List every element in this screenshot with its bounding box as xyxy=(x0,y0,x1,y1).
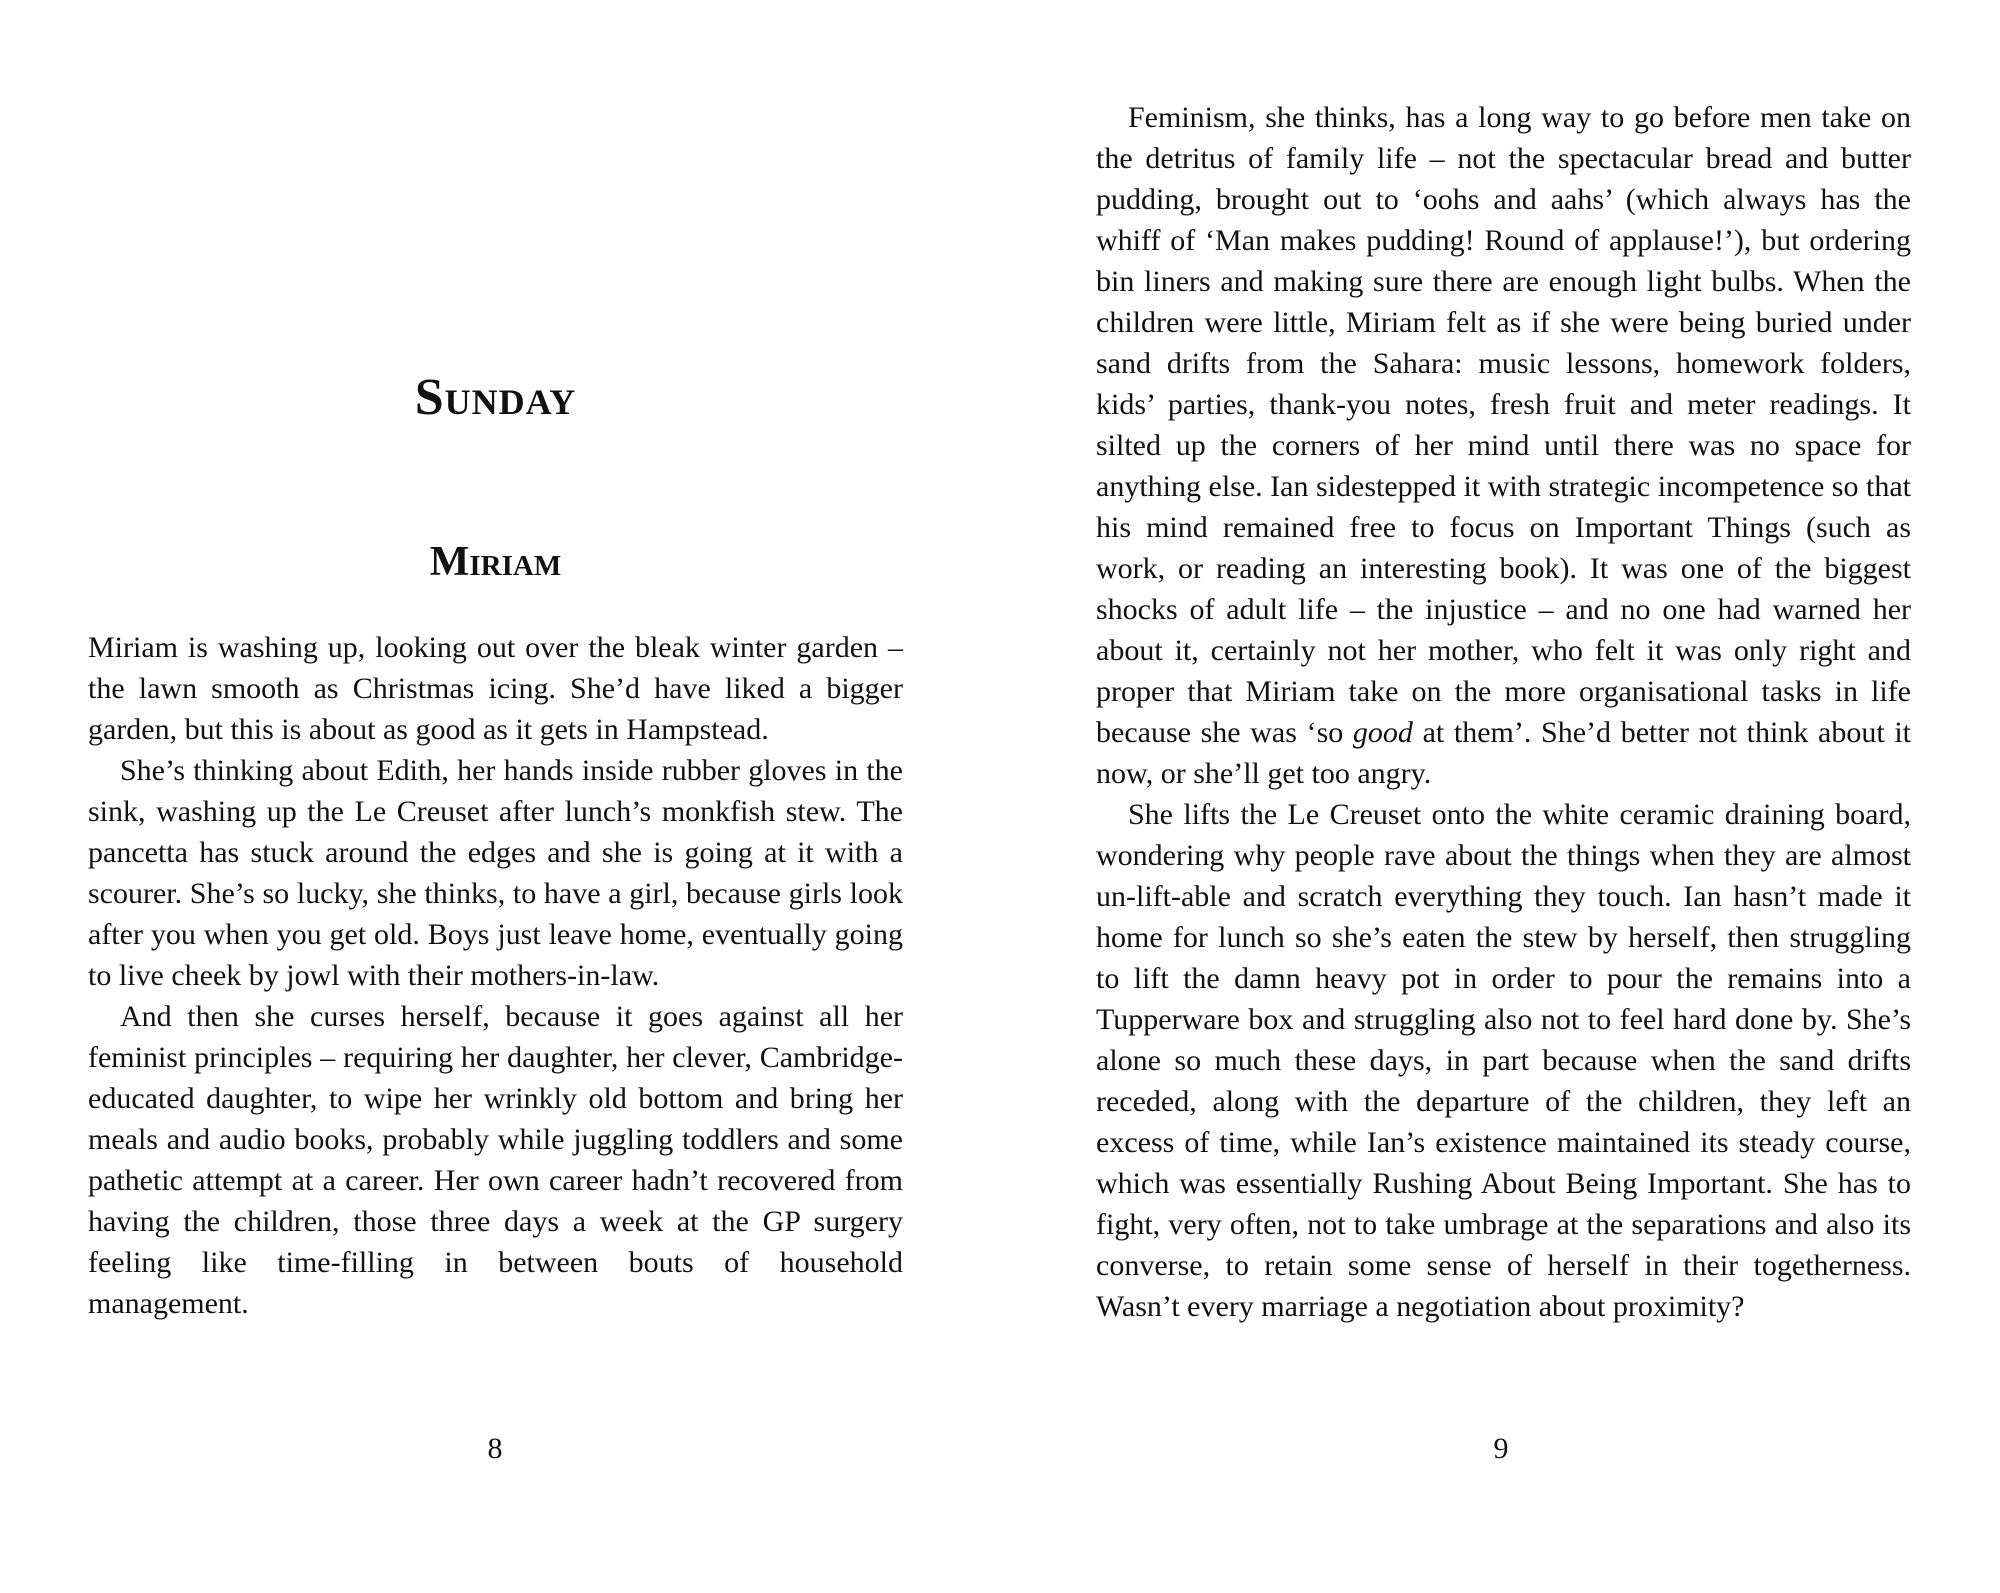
body-paragraph xyxy=(1096,97,1911,794)
body-paragraph: Miriam is washing up, looking out over the bleak winter garden – the lawn smooth as Christmas icing. She’d have liked a bigger garden, but this is about as good as it gets in Hampstead. xyxy=(88,631,903,746)
section-title: Miriam xyxy=(429,539,562,585)
body-paragraph: She lifts the Le Creuset onto the white ceramic draining board, wondering why people rave about the things when they are almost un-lift-able and scratch everything they touch. Ian hasn’t made it home for lunch so she’s eaten the stew by herself, then struggling to lift the damn heavy pot in order to pour the remains into a Tupperware box and struggling also not to feel hard done by. She’s alone so much these days, in part because when the sand drifts receded, along with the departure of the children, they left an excess of time, while Ian’s existence maintained its steady course, which was essentially Rushing About Being Important. She has to fight, very often, not to take umbrage at the separations and also its converse, to retain some sense of herself in their togetherness. Wasn’t every marriage a negotiation about proximity? xyxy=(1096,798,1911,1323)
chapter-title: Sunday xyxy=(414,369,577,426)
right-page-body xyxy=(1096,97,1911,1327)
paragraph-text: at them’. She’d better not think about it now, or she’ll get too angry. xyxy=(1096,716,1911,790)
page-number: 8 xyxy=(487,1432,503,1465)
italic-emphasis: good xyxy=(1352,716,1413,749)
left-page-body xyxy=(88,627,903,1324)
paragraph-text: Feminism, she thinks, has a long way to go before men take on the detritus of family life – not the spectacular bread and butter pudding, brought out to ‘oohs and aahs’ (which always has the whiff of ‘Man makes pudding! Round of applause!’), but ordering bin liners and making sure there are enough light bulbs. When the children were little, Miriam felt as if she were being buried under sand drifts from the Sahara: music lessons, homework folders, kids’ parties, thank-you notes, fresh fruit and meter readings. It silted up the corners of her mind until there was no space for anything else. Ian sidestepped it with strategic incompetence so that his mind remained free to focus on Important Things (such as work, or reading an interesting book). It was one of the biggest shocks of adult life – the injustice – and no one had warned her about it, certainly not her mother, who felt it was only right and proper that Miriam take on the more organisational tasks in life because she was ‘so xyxy=(1096,101,1911,749)
page-number: 9 xyxy=(1493,1432,1509,1465)
body-paragraph: She’s thinking about Edith, her hands inside rubber gloves in the sink, washing up the Le Creuset after lunch’s monkfish stew. The pancetta has stuck around the edges and she is going at it with a scourer. She’s so lucky, she thinks, to have a girl, because girls look after you when you get old. Boys just leave home, eventually going to live cheek by jowl with their mothers-in-law. xyxy=(88,754,903,992)
right-page xyxy=(1000,0,2000,1593)
body-paragraph: And then she curses herself, because it goes against all her feminist principles – requiring her daughter, her clever, Cambridge-educated daughter, to wipe her wrinkly old bottom and bring her meals and audio books, probably while juggling toddlers and some pathetic attempt at a career. Her own career hadn’t recovered from having the children, those three days a week at the GP surgery feeling like time-filling in between bouts of household management. xyxy=(88,1000,903,1320)
